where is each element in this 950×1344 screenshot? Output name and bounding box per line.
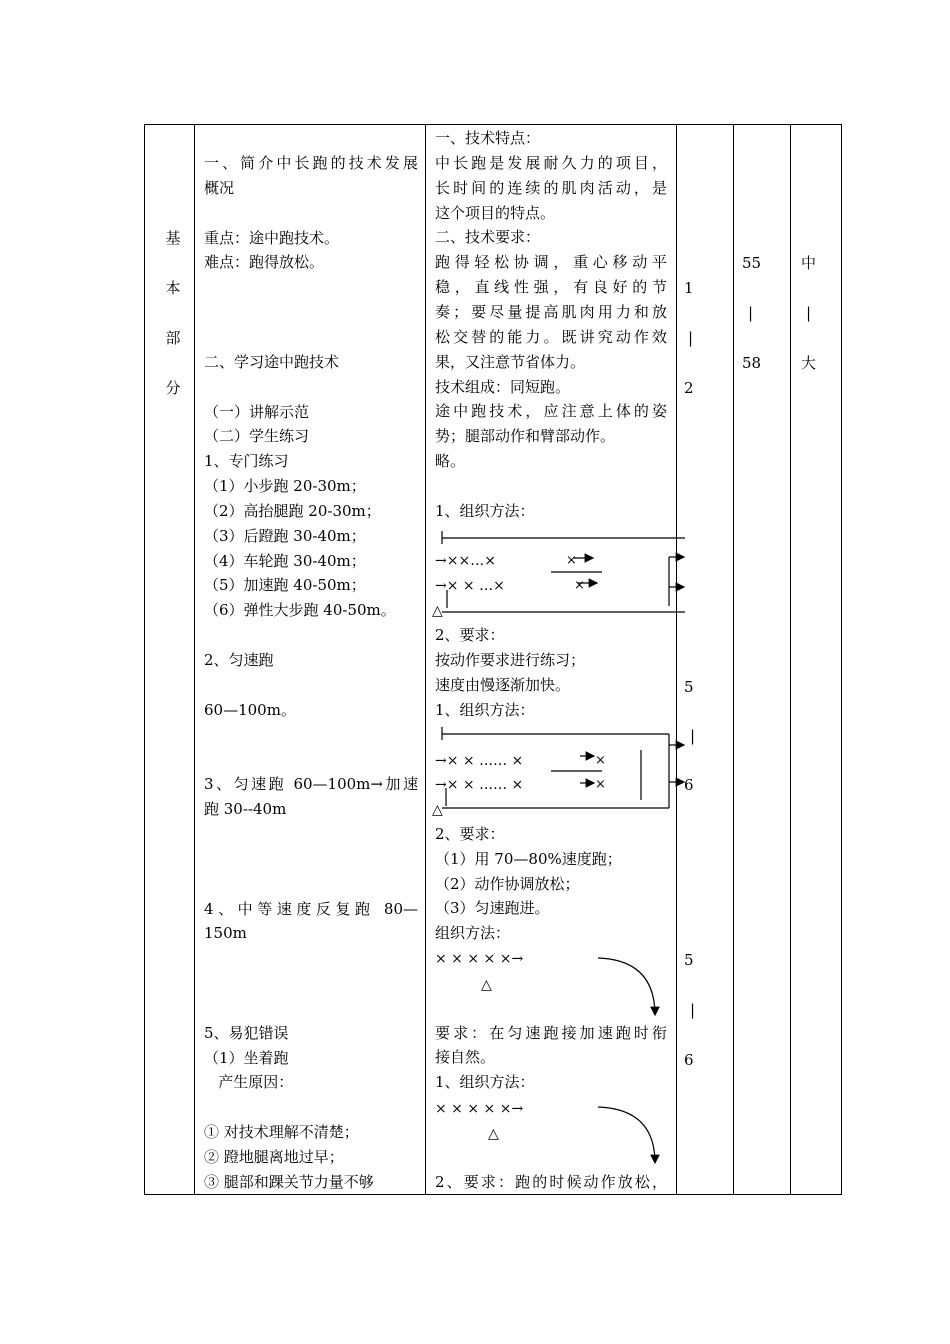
text-line: 二、技术要求： (435, 228, 541, 247)
text-line: （4）车轮跑 30-40m； (204, 551, 366, 570)
formation-row: →××…× (435, 553, 496, 569)
text-line: 长时间的连续的肌肉活动，是 (435, 178, 667, 197)
formation-row: →× × …… × (435, 777, 524, 793)
text-line: （1）小步跑 20-30m； (204, 477, 366, 496)
text-line: 4、中等速度反复跑 80— (204, 899, 418, 918)
text-line: 稳，直线性强，有良好的节 (435, 278, 667, 297)
text-line: 1、组织方法： (435, 700, 535, 719)
text-line: 要求：在匀速跑接加速跑时衔 (435, 1023, 667, 1042)
text-line: 产生原因： (204, 1073, 294, 1092)
text-line: 奏；要尽量提高肌肉用力和放 (435, 302, 667, 321)
time-value: 5 (684, 678, 694, 696)
section-label-char: 本 (165, 279, 181, 297)
text-line: 速度由慢逐渐加快。 (435, 675, 571, 694)
teacher-marker: △ (432, 802, 443, 818)
text-line: （二）学生练习 (204, 427, 310, 446)
time-value: 6 (684, 776, 694, 794)
time-separator: | (690, 1001, 696, 1019)
time-value: 6 (684, 1051, 694, 1069)
text-line: （5）加速跑 40-50m； (204, 576, 366, 595)
teacher-marker: △ (481, 977, 492, 993)
text-line: 3、匀速跑 60—100m→加速 (204, 775, 418, 794)
intensity-value: 中 (801, 254, 817, 272)
text-line: 跑得轻松协调，重心移动平 (435, 253, 667, 272)
text-line: 这个项目的特点。 (435, 203, 556, 222)
text-line: ① 对技术理解不清楚； (204, 1123, 359, 1142)
formation-row: × × × × ×→ (435, 951, 524, 967)
section-label-char: 部 (165, 329, 181, 347)
text-line: 中长跑是发展耐久力的项目， (435, 153, 667, 172)
curved-arrow (598, 1107, 655, 1163)
text-line: 2、要求：跑的时候动作放松， (435, 1172, 667, 1191)
intensity-value: 大 (801, 354, 817, 372)
text-line: 1、专门练习 (204, 452, 289, 471)
text-line: 60—100m。 (204, 700, 296, 719)
formation-row: →× × …… × (435, 753, 524, 769)
text-line: 果，又注意节省体力。 (435, 352, 586, 371)
curved-arrow (598, 958, 655, 1015)
text-line: 难点：跑得放松。 (204, 253, 325, 272)
section-label-char: 分 (165, 379, 181, 397)
text-line: 略。 (435, 452, 466, 471)
text-line: （1）坐着跑 (204, 1048, 289, 1067)
text-line: 1、组织方法： (435, 501, 535, 520)
text-line: 途中跑技术，应注意上体的姿 (435, 402, 667, 421)
text-line: 跑 30--40m (204, 800, 287, 819)
text-line: 一、技术特点： (435, 129, 541, 147)
time-separator: | (690, 727, 696, 745)
text-line: 重点：途中跑技术。 (204, 228, 340, 247)
text-line: 势；腿部动作和臂部动作。 (435, 427, 616, 446)
section-label-char: 基 (165, 229, 181, 247)
text-line: 组织方法： (435, 924, 511, 943)
time-value: 1 (684, 279, 694, 297)
text-line: 150m (204, 924, 247, 943)
text-line: 松交替的能力。既讲究动作效 (435, 327, 667, 346)
formation-row: →× × …× (435, 578, 505, 594)
runner-mark: × (595, 753, 606, 768)
text-line: （3）匀速跑进。 (435, 899, 550, 918)
text-line: 5、易犯错误 (204, 1023, 289, 1042)
text-line: 概况 (204, 178, 235, 197)
teacher-marker: △ (432, 603, 443, 619)
count-value: 58 (742, 354, 762, 372)
intensity-separator: | (806, 304, 812, 322)
text-line: （2）动作协调放松； (435, 874, 580, 893)
text-line: （一）讲解示范 (204, 402, 310, 421)
text-line: （2）高抬腿跑 20-30m； (204, 501, 381, 520)
time-value: 2 (684, 379, 694, 397)
time-value: 5 (684, 951, 694, 969)
text-line: （3）后蹬跑 30-40m； (204, 526, 366, 545)
text-line: 1、组织方法： (435, 1073, 535, 1092)
diagram-2-lines (442, 727, 684, 808)
formation-row: × × × × ×→ (435, 1101, 524, 1117)
text-line: （6）弹性大步跑 40-50m。 (204, 601, 396, 620)
count-value: 55 (742, 254, 762, 272)
text-line: 一、简介中长跑的技术发展 (204, 154, 418, 172)
runner-mark: × (595, 777, 606, 792)
teacher-marker: △ (488, 1126, 499, 1142)
text-line: 按动作要求进行练习； (435, 650, 586, 669)
text-line: ② 蹬地腿离地过早； (204, 1148, 344, 1166)
text-line: 二、学习途中跑技术 (204, 352, 340, 371)
text-line: ③ 腿部和踝关节力量不够 (204, 1172, 374, 1191)
diagram-1-lines (442, 531, 685, 612)
runner-mark: × (574, 578, 585, 593)
text-line: 2、要求： (435, 824, 505, 843)
text-line: （1）用 70—80%速度跑； (435, 849, 622, 868)
text-line: 技术组成：同短跑。 (435, 377, 571, 396)
count-separator: | (748, 304, 754, 322)
time-separator: | (688, 329, 694, 347)
text-line: 2、匀速跑 (204, 651, 274, 669)
runner-mark: × (566, 553, 577, 568)
text-line: 2、要求： (435, 626, 505, 644)
text-line: 接自然。 (435, 1048, 496, 1067)
